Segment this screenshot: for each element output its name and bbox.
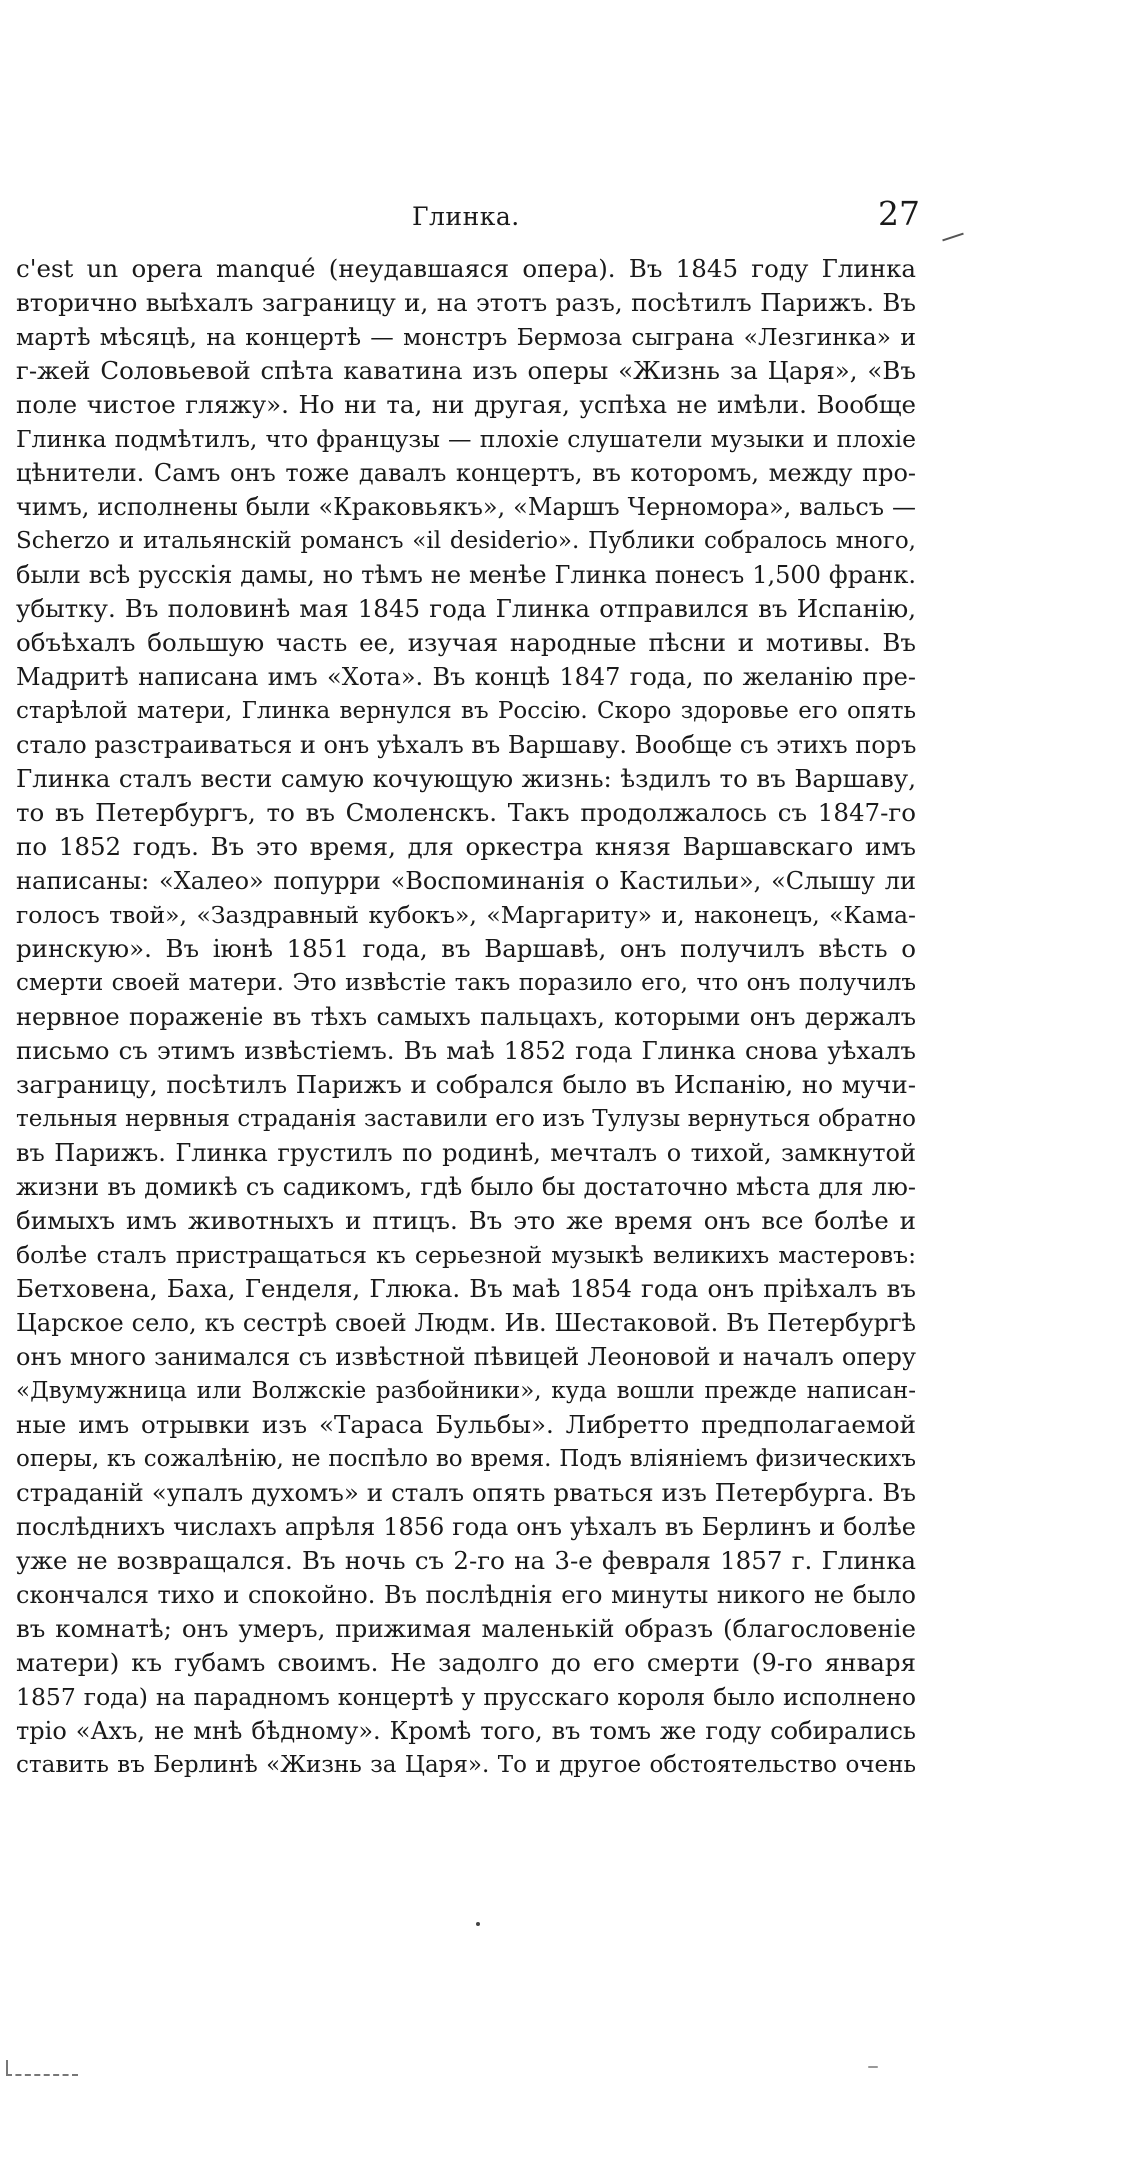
page-number: 27	[878, 194, 920, 233]
text-line: ставить въ Берлинѣ «Жизнь за Царя». То и другое обстоятельство очень	[16, 1752, 916, 1778]
text-line: 1857 года) на парадномъ концертѣ у прусскаго короля было исполнено	[16, 1683, 916, 1711]
text-line: скончался тихо и спокойно. Въ послѣднія его минуты никого не было	[16, 1581, 916, 1609]
text-line: c'est un opera manqué (неудавшаяся опера). Въ 1845 году Глинка	[16, 254, 916, 283]
text-line: голосъ твой», «Заздравный кубокъ», «Маргариту» и, наконецъ, «Кама-	[16, 901, 916, 929]
text-line: матери) къ губамъ своимъ. Не задолго до его смерти (9-го января	[16, 1648, 916, 1677]
text-line: Царское село, къ сестрѣ своей Людм. Ив. Шестаковой. Въ Петербургѣ	[16, 1309, 916, 1337]
text-line: послѣднихъ числахъ апрѣля 1856 года онъ уѣхалъ въ Берлинъ и болѣе	[16, 1513, 916, 1541]
text-line: оперы, къ сожалѣнію, не поспѣло во время. Подъ вліяніемъ физическихъ	[16, 1446, 916, 1472]
text-line: «Двумужница или Волжскіе разбойники», куда вошли прежде написан-	[16, 1378, 916, 1404]
text-line: г-жей Соловьевой спѣта каватина изъ оперы «Жизнь за Царя», «Въ	[16, 356, 916, 385]
running-title: Глинка.	[412, 202, 520, 231]
text-line: въ комнатѣ; онъ умеръ, прижимая маленькій образъ (благословеніе	[16, 1614, 916, 1643]
text-line: чимъ, исполнены были «Краковьякъ», «Маршъ Черномора», вальсъ —	[16, 493, 916, 521]
body-text	[16, 252, 916, 1782]
text-line: тельныя нервныя страданія заставили его изъ Тулузы вернуться обратно	[16, 1106, 916, 1132]
print-speck	[868, 2066, 878, 2068]
text-line: болѣе сталъ пристращаться къ серьезной музыкѣ великихъ мастеровъ:	[16, 1241, 916, 1269]
print-speck	[476, 1922, 480, 1926]
text-line: были всѣ русскія дамы, но тѣмъ не менѣе Глинка понесъ 1,500 франк.	[16, 561, 916, 589]
text-line: онъ много занимался съ извѣстной пѣвицей Леоновой и началъ оперу	[16, 1343, 916, 1371]
text-line: уже не возвращался. Въ ночь съ 2-го на 3-е февраля 1857 г. Глинка	[16, 1546, 916, 1575]
text-line: смерти своей матери. Это извѣстіе такъ поразило его, что онъ получилъ	[16, 970, 916, 996]
text-line: по 1852 годъ. Въ это время, для оркестра князя Варшавскаго имъ	[16, 832, 916, 861]
scan-mark	[6, 2060, 78, 2076]
text-line: Бетховена, Баха, Генделя, Глюка. Въ маѣ 1854 года онъ пріѣхалъ въ	[16, 1274, 916, 1303]
text-line: въ Парижъ. Глинка грустилъ по родинѣ, мечталъ о тихой, замкнутой	[16, 1139, 916, 1167]
text-line: то въ Петербургъ, то въ Смоленскъ. Такъ продолжалось съ 1847-го	[16, 798, 916, 827]
text-line: ринскую». Въ іюнѣ 1851 года, въ Варшавѣ, онъ получилъ вѣсть о	[16, 934, 916, 963]
text-line: написаны: «Халео» попурри «Воспоминанія о Кастильи», «Слышу ли	[16, 867, 916, 895]
running-head	[0, 194, 1140, 238]
text-line: Scherzo и итальянскій романсъ «il desiderio». Публики собралось много,	[16, 528, 916, 554]
text-line: письмо съ этимъ извѣстіемъ. Въ маѣ 1852 года Глинка снова уѣхалъ	[16, 1036, 916, 1065]
text-line: бимыхъ имъ животныхъ и птицъ. Въ это же время онъ все болѣе и	[16, 1206, 916, 1235]
text-line: ные имъ отрывки изъ «Тараса Бульбы». Либретто предполагаемой	[16, 1410, 916, 1439]
text-line: старѣлой матери, Глинка вернулся въ Россію. Скоро здоровье его опять	[16, 698, 916, 724]
text-line: убытку. Въ половинѣ мая 1845 года Глинка отправился въ Испанію,	[16, 594, 916, 623]
text-line: Глинка подмѣтилъ, что французы — плохіе слушатели музыки и плохіе	[16, 425, 916, 453]
text-line: нервное пораженіе въ тѣхъ самыхъ пальцахъ, которыми онъ держалъ	[16, 1003, 916, 1031]
text-line: Мадритѣ написана имъ «Хота». Въ концѣ 1847 года, по желанію пре-	[16, 663, 916, 691]
text-line: заграницу, посѣтилъ Парижъ и собрался было въ Испанію, но мучи-	[16, 1070, 916, 1099]
text-line: страданій «упалъ духомъ» и сталъ опять рваться изъ Петербурга. Въ	[16, 1478, 916, 1507]
text-line: цѣнители. Самъ онъ тоже давалъ концертъ, въ которомъ, между про-	[16, 459, 916, 487]
text-line: поле чистое гляжу». Но ни та, ни другая, успѣха не имѣли. Вообще	[16, 390, 916, 419]
text-line: мартѣ мѣсяцѣ, на концертѣ — монстръ Бермоза сыграна «Лезгинка» и	[16, 323, 916, 351]
text-line: тріо «Ахъ, не мнѣ бѣдному». Кромѣ того, въ томъ же году собирались	[16, 1717, 916, 1745]
text-line: жизни въ домикѣ съ садикомъ, гдѣ было бы достаточно мѣста для лю-	[16, 1173, 916, 1201]
text-line: стало разстраиваться и онъ уѣхалъ въ Варшаву. Вообще съ этихъ поръ	[16, 731, 917, 759]
text-line: вторично выѣхалъ заграницу и, на этотъ разъ, посѣтилъ Парижъ. Въ	[16, 288, 916, 317]
text-line: Глинка сталъ вести самую кочующую жизнь: ѣздилъ то въ Варшаву,	[16, 764, 916, 793]
text-line: объѣхалъ большую часть ее, изучая народные пѣсни и мотивы. Въ	[16, 628, 916, 657]
